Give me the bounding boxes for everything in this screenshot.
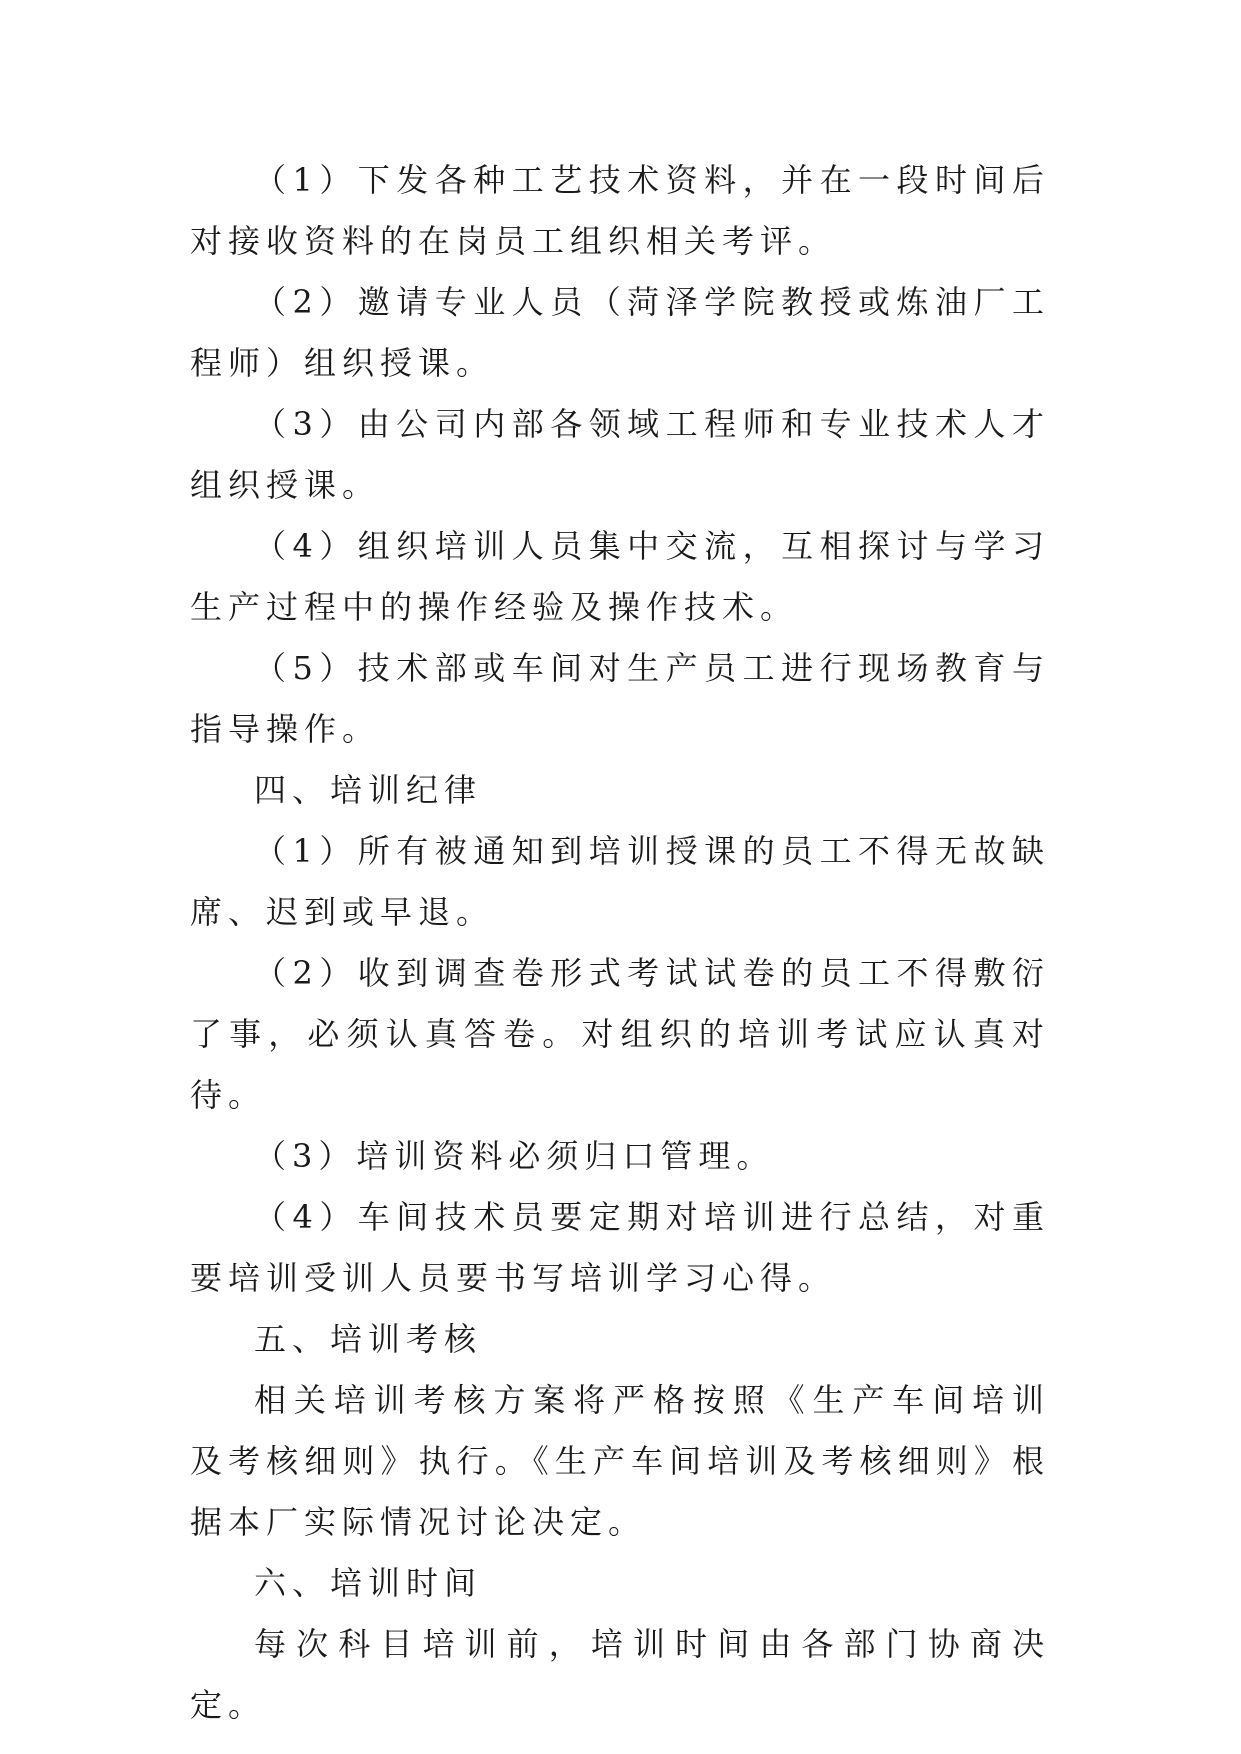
document-page bbox=[190, 150, 1050, 1736]
paragraph-schedule: 每次科目培训前，培训时间由各部门协商决定。 bbox=[190, 1625, 1050, 1724]
section-heading-schedule: 六、培训时间 bbox=[254, 1564, 483, 1602]
section-heading-discipline: 四、培训纪律 bbox=[254, 771, 483, 809]
paragraph-method-3: （3）由公司内部各领域工程师和专业技术人才组织授课。 bbox=[190, 405, 1050, 504]
paragraph-discipline-2: （2）收到调查卷形式考试试卷的员工不得敷衍了事，必须认真答卷。对组织的培训考试应认真对待。 bbox=[190, 954, 1050, 1114]
paragraph-method-4: （4）组织培训人员集中交流，互相探讨与学习生产过程中的操作经验及操作技术。 bbox=[190, 527, 1050, 626]
paragraph-method-2: （2）邀请专业人员（菏泽学院教授或炼油厂工程师）组织授课。 bbox=[190, 283, 1050, 382]
paragraph-method-1: （1）下发各种工艺技术资料，并在一段时间后对接收资料的在岗员工组织相关考评。 bbox=[190, 161, 1050, 260]
paragraph-assessment: 相关培训考核方案将严格按照《生产车间培训及考核细则》执行。《生产车间培训及考核细则》根据本厂实际情况讨论决定。 bbox=[190, 1381, 1050, 1541]
paragraph-discipline-3: （3）培训资料必须归口管理。 bbox=[254, 1137, 775, 1175]
paragraph-method-5: （5）技术部或车间对生产员工进行现场教育与指导操作。 bbox=[190, 649, 1050, 748]
paragraph-discipline-4: （4）车间技术员要定期对培训进行总结，对重要培训受训人员要书写培训学习心得。 bbox=[190, 1198, 1050, 1297]
paragraph-discipline-1: （1）所有被通知到培训授课的员工不得无故缺席、迟到或早退。 bbox=[190, 832, 1050, 931]
section-heading-assessment: 五、培训考核 bbox=[254, 1320, 483, 1358]
